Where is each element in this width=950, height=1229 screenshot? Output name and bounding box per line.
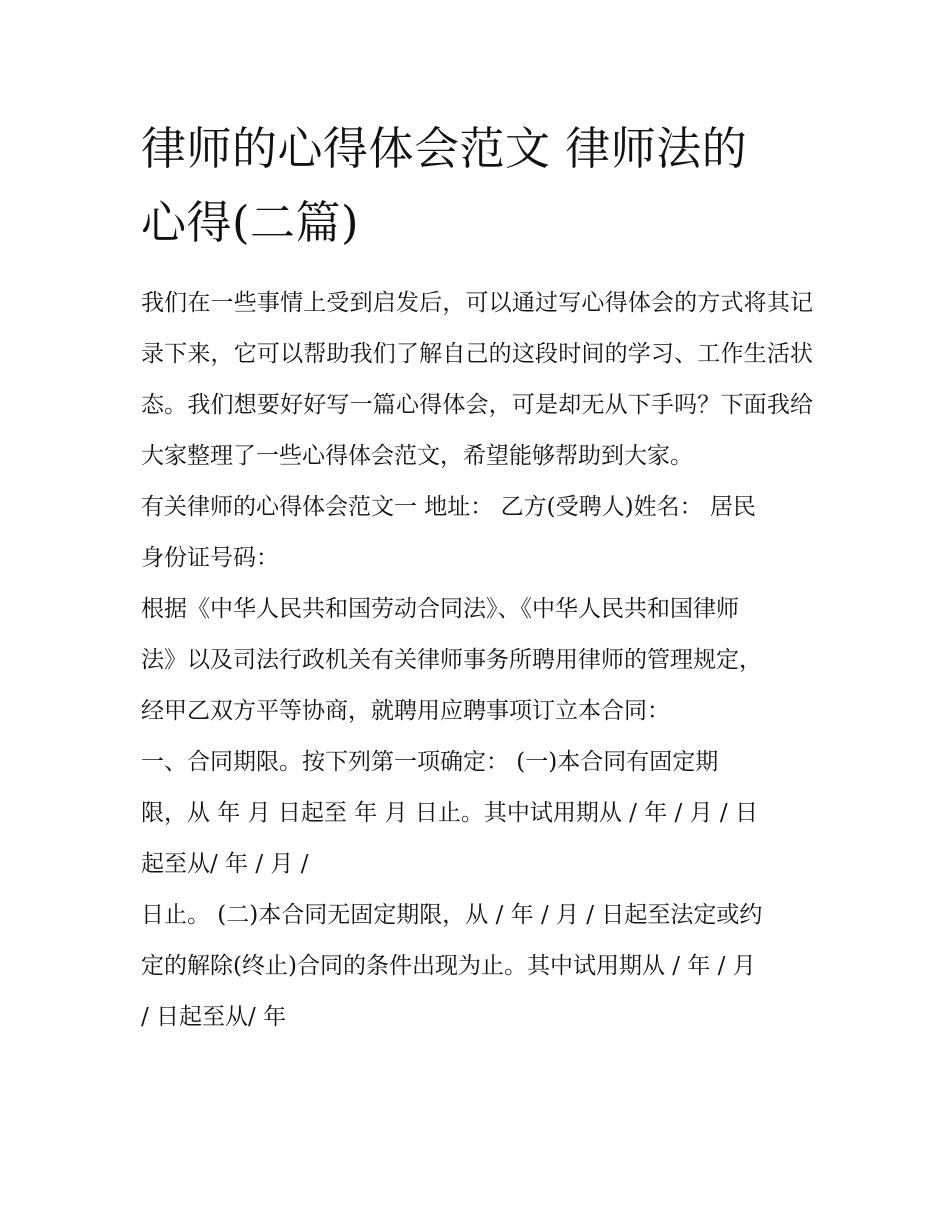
body-line: 经甲乙双方平等协商，就聘用应聘事项订立本合同：	[141, 698, 670, 724]
body-line: 有关律师的心得体会范文一 地址： 乙方(受聘人)姓名： 居民	[141, 494, 756, 520]
body-line: 法》以及司法行政机关有关律师事务所聘用律师的管理规定，	[141, 647, 762, 673]
body-line: / 日起至从/ 年	[141, 1004, 287, 1030]
body-line: 一、合同期限。按下列第一项确定： (一)本合同有固定期	[141, 749, 719, 775]
body-line: 限，从 年 月 日起至 年 月 日止。其中试用期从 / 年 / 月 / 日	[141, 800, 758, 826]
intro-paragraph: 我们在一些事情上受到启发后，可以通过写心得体会的方式将其记录下来，它可以帮助我们了解自己的这段时间的学习、工作生活状态。我们想要好好写一篇心得体会，可是却无从下手吗？下面我给大家整理了一些心得体会范文，希望能够帮助到大家。	[141, 290, 813, 469]
body-line: 根据《中华人民共和国劳动合同法》、《中华人民共和国律师	[141, 596, 739, 622]
body-line: 身份证号码：	[141, 545, 279, 571]
title-line-1: 律师的心得体会范文 律师法的	[141, 122, 748, 175]
document-page	[141, 112, 813, 1043]
document-title	[141, 112, 813, 260]
body-line: 日止。 (二)本合同无固定期限，从 / 年 / 月 / 日起至法定或约	[141, 902, 763, 928]
body-line: 起至从/ 年 / 月 /	[141, 851, 309, 877]
title-line-2: 心得(二篇)	[141, 196, 360, 249]
body-line: 定的解除(终止)合同的条件出现为止。其中试用期从 / 年 / 月	[141, 953, 756, 979]
